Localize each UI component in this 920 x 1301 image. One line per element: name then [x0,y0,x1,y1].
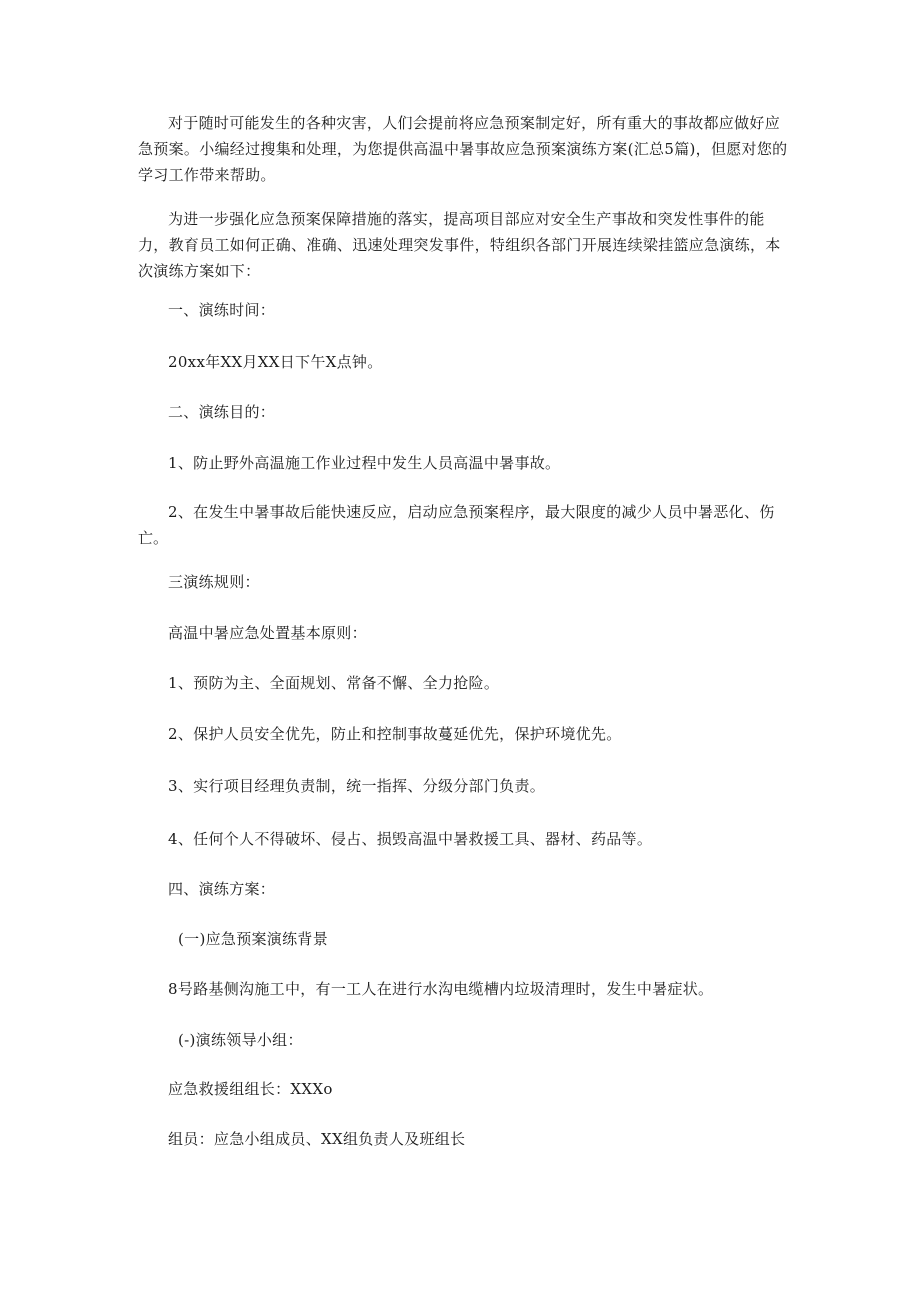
drill-background-heading: (一)应急预案演练背景 [178,930,329,948]
principle-item-3: 3、实行项目经理负责制，统一指挥、分级分部门负责。 [168,777,546,795]
rescue-team-leader: 应急救援组组长：XXXo [168,1080,333,1098]
section3-heading: 三演练规则： [168,573,260,591]
basic-principle-heading: 高温中暑应急处置基本原则： [168,624,367,642]
principle-item-2: 2、保护人员安全优先，防止和控制事故蔓延优先，保护环境优先。 [168,725,622,743]
section1-heading: 一、演练时间： [168,301,276,319]
purpose-item-2-continued: 亡。 [138,529,169,547]
drill-background-text: 8号路基侧沟施工中，有一工人在进行水沟电缆槽内垃圾清理时，发生中暑症状。 [168,980,714,998]
purpose-item-1: 1、防止野外高温施工作业过程中发生人员高温中暑事故。 [168,454,561,472]
drill-time: 20xx年XX月XX日下午X点钟。 [168,353,383,371]
leadership-group-heading: (-)演练领导小组： [178,1031,303,1049]
principle-item-1: 1、预防为主、全面规划、常备不懈、全力抢险。 [168,674,500,692]
intro-paragraph: 对于随时可能发生的各种灾害，人们会提前将应急预案制定好，所有重大的事故都应做好应急预案。小编经过搜集和处理，为您提供高温中暑事故应急预案演练方案(汇总5篇)，但愿对您的学习工作带来帮助。 [138,114,788,184]
section2-heading: 二、演练目的： [168,403,276,421]
purpose-item-2: 2、在发生中暑事故后能快速反应，启动应急预案程序，最大限度的减少人员中暑恶化、伤 [168,503,775,521]
purpose-paragraph: 为进一步强化应急预案保障措施的落实，提高项目部应对安全生产事故和突发性事件的能力，教育员工如何正确、准确、迅速处理突发事件，特组织各部门开展连续梁挂篮应急演练，本次演练方案如下： [138,210,781,280]
team-members: 组员：应急小组成员、XX组负责人及班组长 [168,1130,466,1148]
section4-heading: 四、演练方案： [168,880,276,898]
principle-item-4: 4、任何个人不得破坏、侵占、损毁高温中暑救援工具、器材、药品等。 [168,830,653,848]
